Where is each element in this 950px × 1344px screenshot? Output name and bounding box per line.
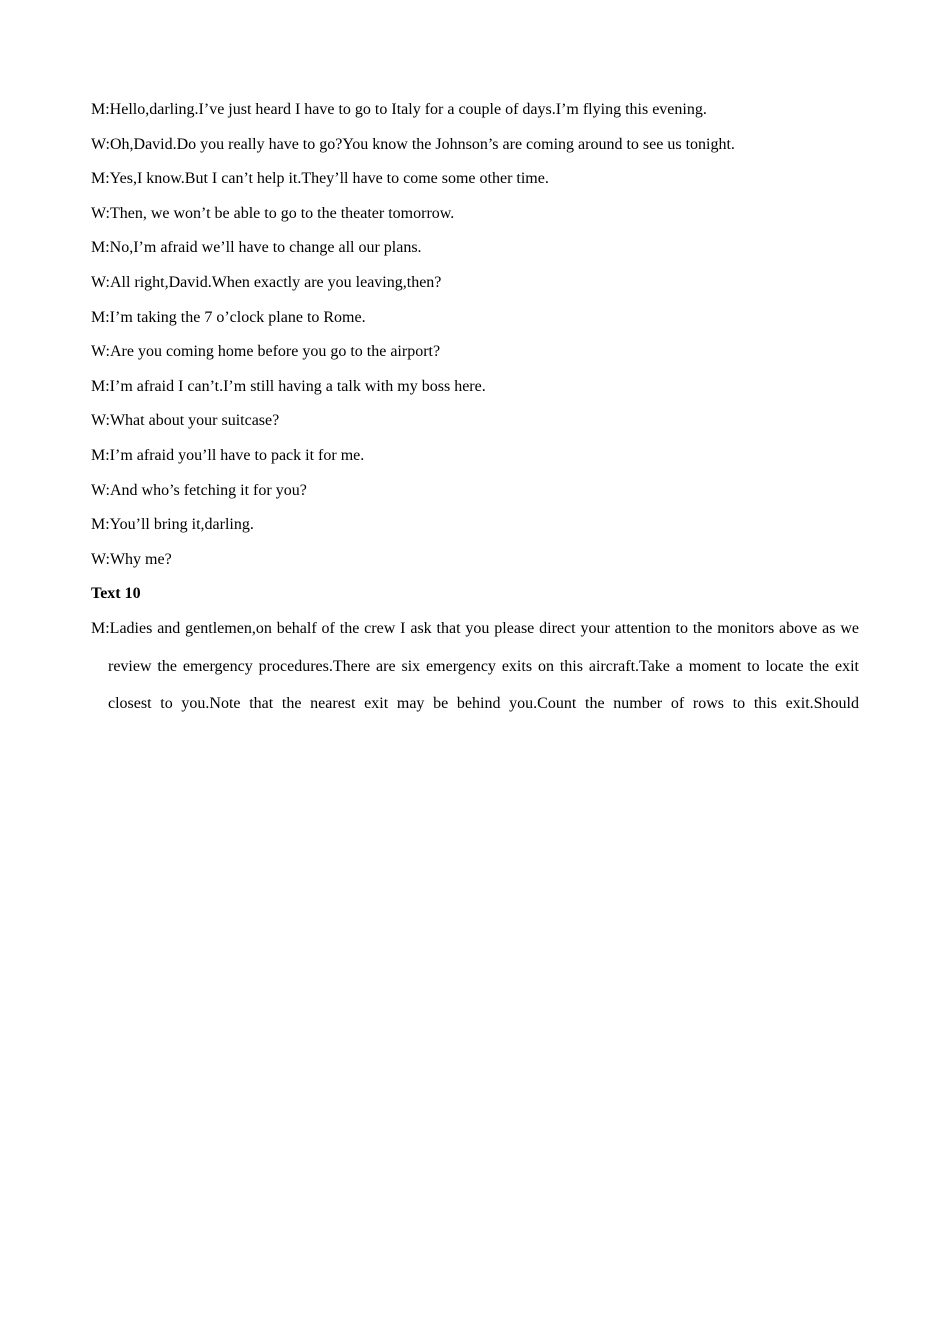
dialogue-line: M:I’m taking the 7 o’clock plane to Rome. (91, 308, 366, 326)
dialogue-line: W:What about your suitcase? (91, 412, 280, 430)
dialogue-line: W:Oh,David.Do you really have to go?You know the Johnson’s are coming around to see us tonight. (91, 135, 735, 153)
dialogue-line: M:Yes,I know.But I can’t help it.They’ll have to come some other time. (91, 170, 549, 188)
section-heading: Text 10 (91, 585, 141, 603)
dialogue-line: M:Hello,darling.I’ve just heard I have to go to Italy for a couple of days.I’m flying this evening. (91, 101, 707, 118)
dialogue-line: W:All right,David.When exactly are you leaving,then? (91, 273, 442, 291)
document-body (91, 100, 859, 722)
dialogue-line: W:Why me? (91, 550, 172, 568)
dialogue-line: W:Are you coming home before you go to the airport? (91, 343, 441, 361)
dialogue-line: W:Then, we won’t be able to go to the theater tomorrow. (91, 204, 455, 222)
dialogue-line: M:You’ll bring it,darling. (91, 516, 254, 534)
dialogue-line: W:And who’s fetching it for you? (91, 481, 307, 499)
announcement-paragraph: M:Ladies and gentlemen,on behalf of the crew I ask that you please direct your attention to the monitors above as we review the emergency procedures.There are six emergency exits on this aircraft.Take a moment to locate the exit closest to you.Note that the nearest exit may be behind you.Count the number of rows to this exit.Should (91, 620, 859, 712)
dialogue-line: M:I’m afraid you’ll have to pack it for me. (91, 446, 365, 464)
dialogue-line: M:No,I’m afraid we’ll have to change all our plans. (91, 239, 422, 257)
dialogue-line: M:I’m afraid I can’t.I’m still having a talk with my boss here. (91, 377, 486, 395)
